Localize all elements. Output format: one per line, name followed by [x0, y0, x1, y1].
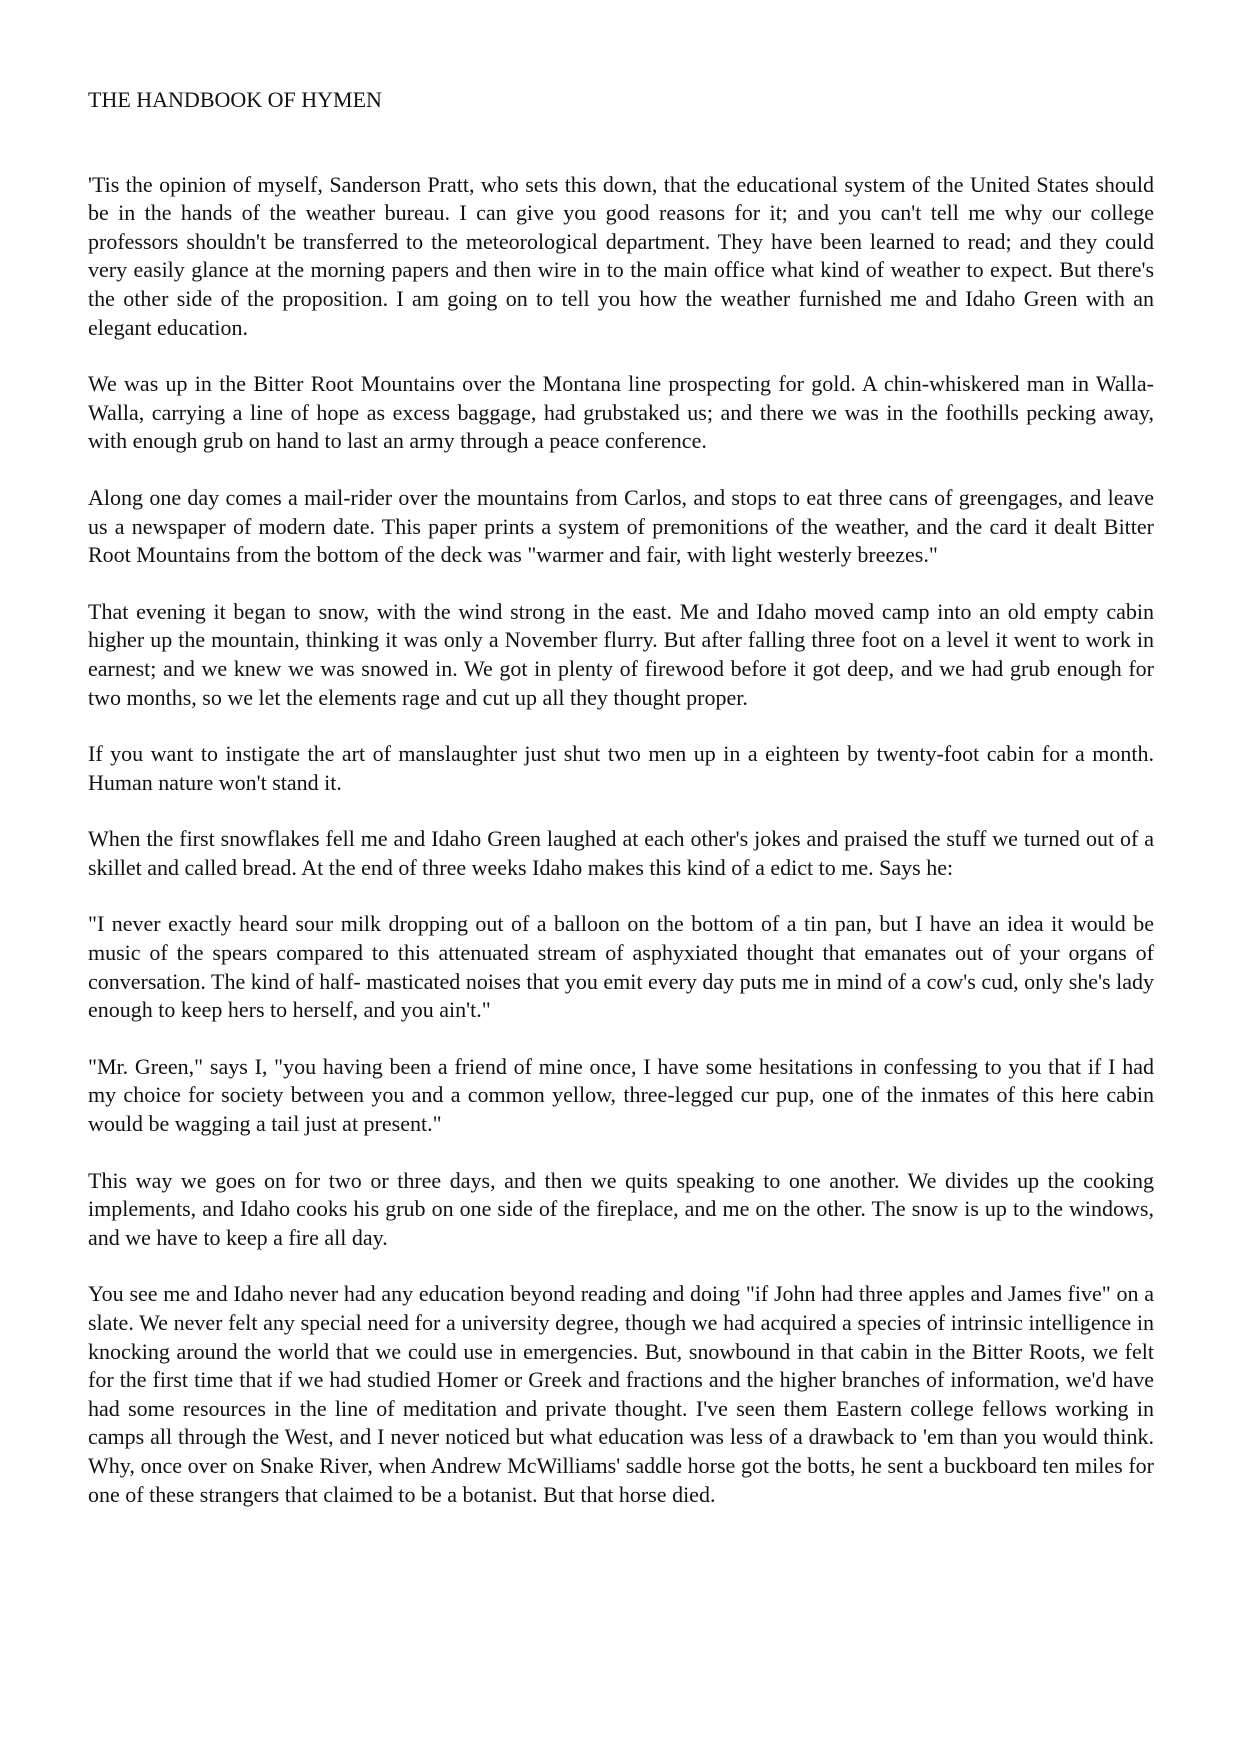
paragraph-10: You see me and Idaho never had any education beyond reading and doing "if John had three apples and James five" on a slate. We never felt any special need for a university degree, though we had acquired a species of intrinsic intelligence in knocking around the world that we could use in emergencies. But, snowbound in that cabin in the Bitter Roots, we felt for the first time that if we had studied Homer or Greek and fractions and the higher branches of information, we'd have had some resources in the line of meditation and private thought. I've seen them Eastern college fellows working in camps all through the West, and I never noticed but what education was less of a drawback to 'em than you would think. Why, once over on Snake River, when Andrew McWilliams' saddle horse got the botts, he sent a buckboard ten miles for one of these strangers that claimed to be a botanist. But that horse died.: [88, 1281, 1154, 1507]
paragraph-6: When the first snowflakes fell me and Idaho Green laughed at each other's jokes and praised the stuff we turned out of a skillet and called bread. At the end of three weeks Idaho makes this kind of a edict to me. Says he:: [88, 826, 1154, 880]
paragraph-8: "Mr. Green," says I, "you having been a friend of mine once, I have some hesitations in confessing to you that if I had my choice for society between you and a common yellow, three-legged cur pup, one of the inmates of this here cabin would be wagging a tail just at present.": [88, 1053, 1154, 1137]
paragraph-4: That evening it began to snow, with the wind strong in the east. Me and Idaho moved camp into an old empty cabin higher up the mountain, thinking it was only a November flurry. But after falling three foot on a level it went to work in earnest; and we knew we was snowed in. We got in plenty of firewood before it got deep, and we had grub enough for two months, so we let the elements rage and cut up all they thought proper.: [88, 598, 1154, 710]
paragraph-7: "I never exactly heard sour milk dropping out of a balloon on the bottom of a tin pan, but I have an idea it would be music of the spears compared to this attenuated stream of asphyxiated thought that emanates out of your organs of conversation. The kind of half- masticated noises that you emit every day puts me in mind of a cow's cud, only she's lady enough to keep hers to herself, and you ain't.": [88, 911, 1154, 1023]
paragraph-1: 'Tis the opinion of myself, Sanderson Pratt, who sets this down, that the educational system of the United States should be in the hands of the weather bureau. I can give you good reasons for it; and you can't tell me why our college professors shouldn't be transferred to the meteorological department. They have been learned to read; and they could very easily glance at the morning papers and then wire in to the main office what kind of weather to expect. But there's the other side of the proposition. I am going on to tell you how the weather furnished me and Idaho Green with an elegant education.: [88, 171, 1154, 340]
document-title: THE HANDBOOK OF HYMEN: [88, 87, 382, 112]
paragraph-5: If you want to instigate the art of manslaughter just shut two men up in a eighteen by twenty-foot cabin for a month. Human nature won't stand it.: [88, 741, 1154, 795]
paragraph-9: This way we goes on for two or three days, and then we quits speaking to one another. We divides up the cooking implements, and Idaho cooks his grub on one side of the fireplace, and me on the other. The snow is up to the windows, and we have to keep a fire all day.: [88, 1167, 1154, 1250]
document-page: [88, 86, 1154, 1537]
paragraph-2: We was up in the Bitter Root Mountains over the Montana line prospecting for gold. A chin-whiskered man in Walla-Walla, carrying a line of hope as excess baggage, had grubstaked us; and there we was in the foothills pecking away, with enough grub on hand to last an army through a peace conference.: [88, 371, 1154, 454]
paragraph-3: Along one day comes a mail-rider over the mountains from Carlos, and stops to eat three cans of greengages, and leave us a newspaper of modern date. This paper prints a system of premonitions of the weather, and the card it dealt Bitter Root Mountains from the bottom of the deck was "warmer and fair, with light westerly breezes.": [88, 484, 1154, 568]
